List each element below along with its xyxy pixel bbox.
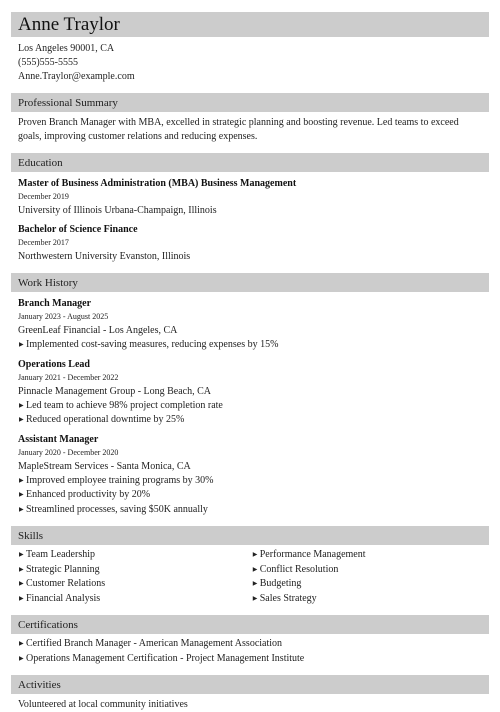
job-dates: January 2020 - December 2020 [18,447,119,457]
degree-date: December 2019 [18,192,69,201]
bullet-icon: ▶ [252,552,258,558]
contact-email: Anne.Traylor@example.com [18,71,135,82]
contact-phone: (555)555-5555 [18,57,78,68]
bullet-icon: ▶ [19,342,24,348]
school-name: University of Illinois Urbana-Champaign, Illinois [18,205,217,216]
list-item: ▶ Led team to achieve 98% project completion rate [18,399,481,414]
skills-grid [18,548,481,606]
list-item: ▶ Improved employee training programs by 30% [18,474,481,489]
bullet-icon: ▶ [252,581,258,587]
section-title: Activities [18,678,61,691]
bullet-icon: ▶ [19,641,24,647]
skill-item: ▶ Team Leadership [18,548,252,563]
section-header-certifications [11,615,489,634]
section-title: Skills [18,529,44,542]
skill-item: ▶ Sales Strategy [252,592,481,607]
skill-item: ▶ Performance Management [252,548,481,563]
education-list [11,177,489,264]
section-title: Work History [18,276,78,289]
bullet-icon: ▶ [19,492,24,498]
skill-item: ▶ Conflict Resolution [252,563,481,578]
section-header-activities [11,675,489,694]
work-entry [18,297,481,353]
contact-block [11,37,489,84]
bullet-icon: ▶ [252,595,258,602]
school-name: Northwestern University Evanston, Illinois [18,251,191,262]
section-title: Professional Summary [18,96,118,109]
work-entry [18,358,481,428]
skill-item: ▶ Strategic Planning [18,563,252,578]
education-entry [18,177,481,218]
certification-item: ▶ Operations Management Certification - Project Management Institute [18,652,481,667]
list-item: ▶ Streamlined processes, saving $50K annually [18,503,481,518]
skill-item: ▶ Customer Relations [18,577,252,592]
job-dates: January 2021 - December 2022 [18,372,119,382]
list-item: ▶ Reduced operational downtime by 25% [18,413,481,428]
education-entry [18,223,481,264]
company-name: GreenLeaf Financial - Los Angeles, CA [18,325,178,336]
certifications-list [18,637,481,666]
bullet-icon: ▶ [19,477,24,484]
bullet-icon: ▶ [19,581,24,587]
job-title: Operations Lead [18,358,90,370]
skill-item: ▶ Financial Analysis [18,592,252,607]
skills-column-right [252,548,481,606]
name-header [11,12,489,37]
bullet-icon: ▶ [19,595,24,602]
degree-title: Bachelor of Science Finance [18,224,138,235]
section-header-skills [11,526,489,545]
bullet-icon: ▶ [19,655,24,662]
skills-column-left [18,548,252,606]
bullet-icon: ▶ [19,506,24,513]
activities-text-cutoff: Volunteered at local community initiatives [18,699,188,710]
bullet-icon: ▶ [19,566,24,573]
bullet-icon: ▶ [19,552,24,558]
bullet-icon: ▶ [252,566,258,573]
bullet-icon: ▶ [19,402,24,409]
job-title: Assistant Manager [18,433,99,445]
degree-title: Master of Business Administration (MBA) Business Management [18,178,297,189]
section-header-work [11,273,489,292]
work-entry [18,433,481,518]
section-title: Education [18,156,63,169]
section-title: Certifications [18,618,78,631]
company-name: Pinnacle Management Group - Long Beach, CA [18,385,212,397]
contact-address: Los Angeles 90001, CA [18,43,115,54]
work-list [11,297,489,517]
job-dates: January 2023 - August 2025 [18,312,109,321]
list-item: ▶ Implemented cost-saving measures, reducing expenses by 15% [18,338,481,353]
skill-item: ▶ Budgeting [252,577,481,592]
section-header-summary [11,93,489,112]
certification-item: ▶ Certified Branch Manager - American Management Association [18,637,481,652]
bullet-icon: ▶ [19,417,24,423]
section-header-education [11,153,489,172]
candidate-name: Anne Traylor [18,14,120,35]
company-name: MapleStream Services - Santa Monica, CA [18,460,191,472]
summary-text: Proven Branch Manager with MBA, excelled in strategic planning and boosting revenue. Led teams to exceed goals, improving customer relations and reducing expenses. [18,117,459,142]
list-item: ▶ Enhanced productivity by 20% [18,488,481,503]
job-title: Branch Manager [18,298,92,309]
degree-date: December 2017 [18,238,69,247]
